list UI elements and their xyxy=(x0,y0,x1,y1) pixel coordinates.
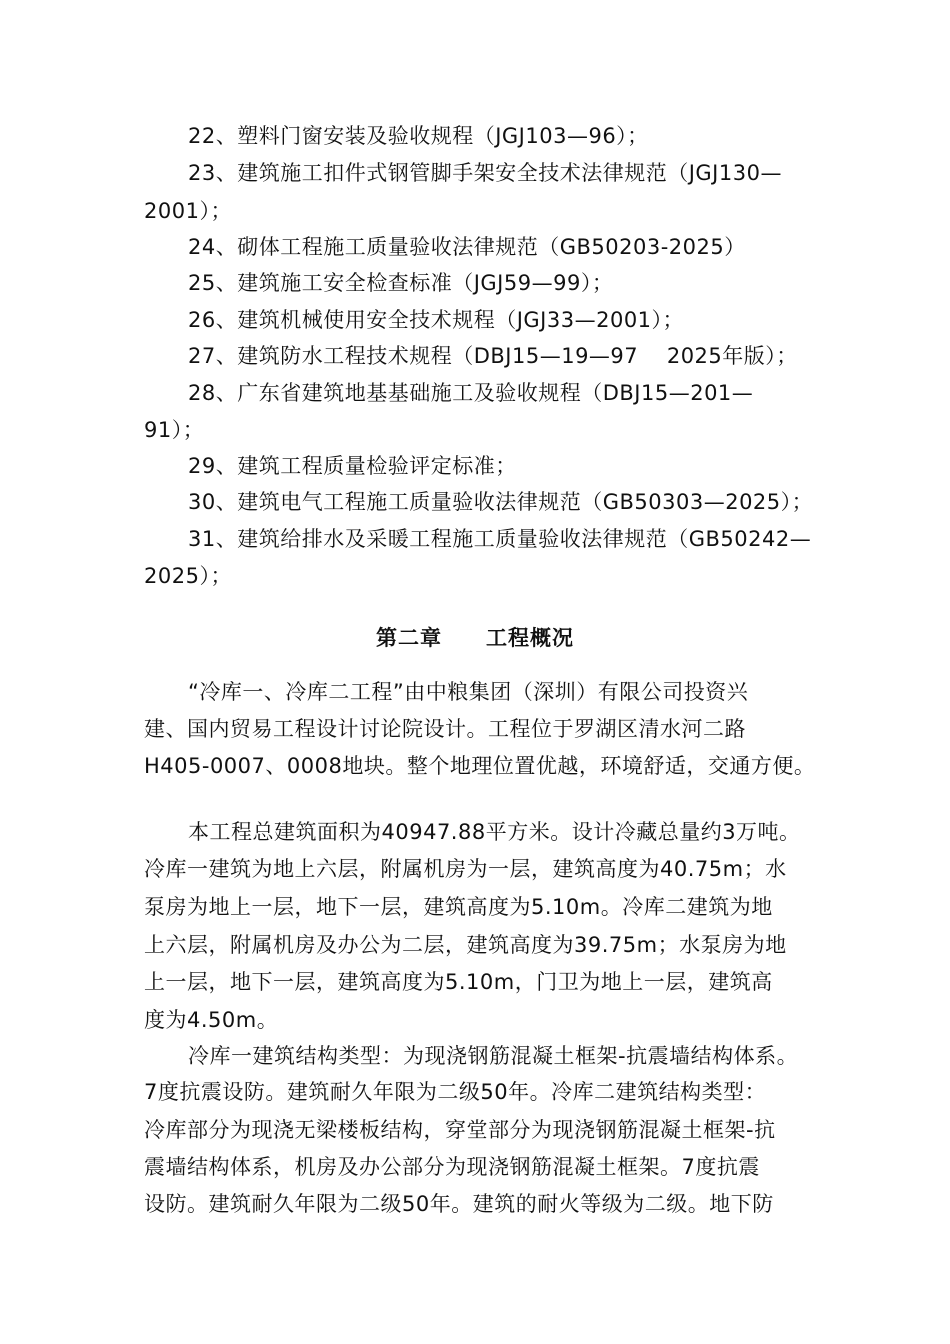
reference-item-23-continued: 2001）； xyxy=(144,199,232,223)
reference-item-25: 25、建筑施工安全检查标准（JGJ59—99）； xyxy=(188,271,614,295)
reference-item-31-continued: 2025）； xyxy=(144,564,232,588)
overview-para3-line2: 7度抗震设防。建筑耐久年限为二级50年。冷库二建筑结构类型： xyxy=(144,1080,767,1104)
overview-para2-line3: 泵房为地上一层，地下一层，建筑高度为5.10m。冷库二建筑为地 xyxy=(144,895,773,919)
overview-para3-line4: 震墙结构体系，机房及办公部分为现浇钢筋混凝土框架。7度抗震 xyxy=(144,1155,760,1179)
overview-para2-line1: 本工程总建筑面积为40947.88平方米。设计冷藏总量约3万吨。 xyxy=(188,820,801,844)
reference-item-22: 22、塑料门窗安装及验收规程（JGJ103—96）； xyxy=(188,124,649,148)
overview-para3-line3: 冷库部分为现浇无梁楼板结构，穿堂部分为现浇钢筋混凝土框架-抗 xyxy=(144,1118,776,1142)
reference-item-28-continued: 91）； xyxy=(144,418,205,442)
reference-item-29: 29、建筑工程质量检验评定标准； xyxy=(188,454,517,478)
overview-para2-line4: 上六层，附属机房及办公为二层，建筑高度为39.75m；水泵房为地 xyxy=(144,933,787,957)
overview-para2-line6: 度为4.50m。 xyxy=(144,1008,279,1032)
overview-para1-line1: “冷库一、冷库二工程”由中粮集团（深圳）有限公司投资兴 xyxy=(188,680,749,704)
reference-item-28: 28、广东省建筑地基基础施工及验收规程（DBJ15—201— xyxy=(188,381,754,405)
reference-item-31: 31、建筑给排水及采暖工程施工质量验收法律规范（GB50242— xyxy=(188,527,812,551)
overview-para2-line5: 上一层，地下一层，建筑高度为5.10m，门卫为地上一层，建筑高 xyxy=(144,970,773,994)
reference-item-30: 30、建筑电气工程施工质量验收法律规范（GB50303—2025）； xyxy=(188,490,814,514)
chapter-title: 第二章 工程概况 xyxy=(376,626,574,650)
overview-para1-line2: 建、国内贸易工程设计讨论院设计。工程位于罗湖区清水河二路 xyxy=(144,717,746,741)
overview-para3-line5: 设防。建筑耐久年限为二级50年。建筑的耐火等级为二级。地下防 xyxy=(144,1192,774,1216)
overview-para1-line3: H405-0007、0008地块。整个地理位置优越，环境舒适，交通方便。 xyxy=(144,754,816,778)
reference-item-24: 24、砌体工程施工质量验收法律规范（GB50203-2025） xyxy=(188,235,746,259)
overview-para2-line2: 冷库一建筑为地上六层，附属机房为一层，建筑高度为40.75m；水 xyxy=(144,857,787,881)
reference-item-27: 27、建筑防水工程技术规程（DBJ15—19—97 2025年版）； xyxy=(188,344,798,368)
reference-item-26: 26、建筑机械使用安全技术规程（JGJ33—2001）； xyxy=(188,308,685,332)
overview-para3-line1: 冷库一建筑结构类型：为现浇钢筋混凝土框架-抗震墙结构体系。 xyxy=(188,1044,799,1068)
reference-item-23: 23、建筑施工扣件式钢管脚手架安全技术法律规范（JGJ130— xyxy=(188,161,782,185)
